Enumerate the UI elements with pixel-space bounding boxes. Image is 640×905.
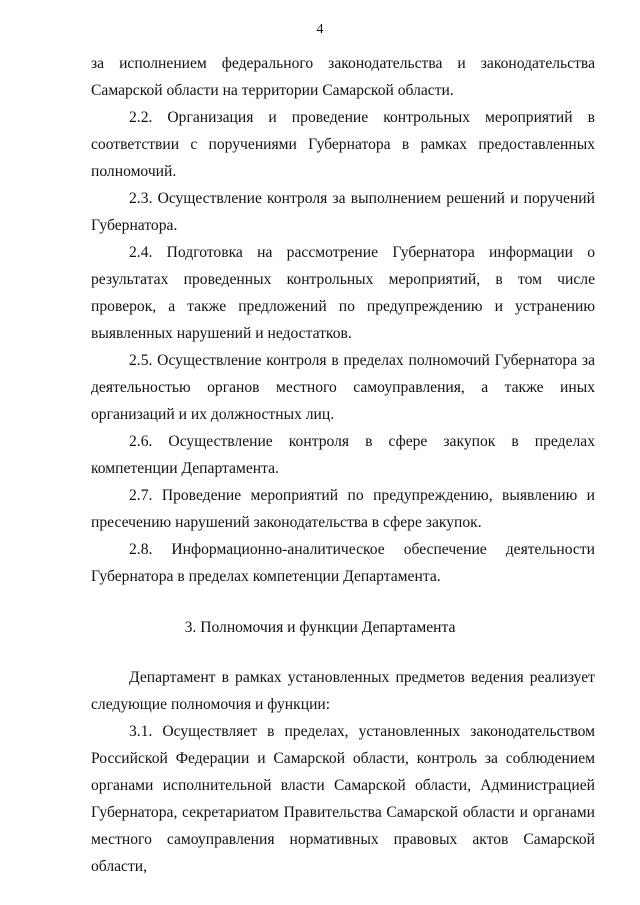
paragraph-2-6: 2.6. Осуществление контроля в сфере закупок в пределах компетенции Департамента. xyxy=(91,433,595,477)
paragraph-3-1: 3.1. Осуществляет в пределах, установленных законодательством Российской Федерации и Самарской области, контроль за соблюдением органами исполнительной власти Самарской области, Администрацией Губернатора, секретариатом Правительства Самарской области и органами местного самоуправления нормативных правовых актов Самарской области, xyxy=(91,723,595,875)
paragraph-intro: Департамент в рамках установленных предметов ведения реализует следующие полномочия и функции: xyxy=(91,669,595,713)
section-heading: 3. Полномочия и функции Департамента xyxy=(184,619,456,636)
paragraph-2-3: 2.3. Осуществление контроля за выполнением решений и поручений Губернатора. xyxy=(91,190,595,234)
body-text-bottom xyxy=(91,664,595,880)
paragraph-2-2: 2.2. Организация и проведение контрольных мероприятий в соответствии с поручениями Губернатора в рамках предоставленных полномочий. xyxy=(91,109,595,180)
paragraph-continuation: за исполнением федерального законодательства и законодательства Самарской области на территории Самарской области. xyxy=(91,55,595,99)
page-number: 4 xyxy=(316,22,324,37)
paragraph-2-5: 2.5. Осуществление контроля в пределах полномочий Губернатора за деятельностью органов местного самоуправления, а также иных организаций и их должностных лиц. xyxy=(91,352,595,423)
body-text-top xyxy=(91,50,595,590)
paragraph-2-8: 2.8. Информационно-аналитическое обеспечение деятельности Губернатора в пределах компетенции Департамента. xyxy=(91,541,595,585)
paragraph-2-4: 2.4. Подготовка на рассмотрение Губернатора информации о результатах проведенных контрольных мероприятий, в том числе проверок, а также предложений по предупреждению и устранению выявленных нарушений и недостатков. xyxy=(91,244,595,342)
paragraph-2-7: 2.7. Проведение мероприятий по предупреждению, выявлению и пресечению нарушений законодательства в сфере закупок. xyxy=(91,487,595,531)
